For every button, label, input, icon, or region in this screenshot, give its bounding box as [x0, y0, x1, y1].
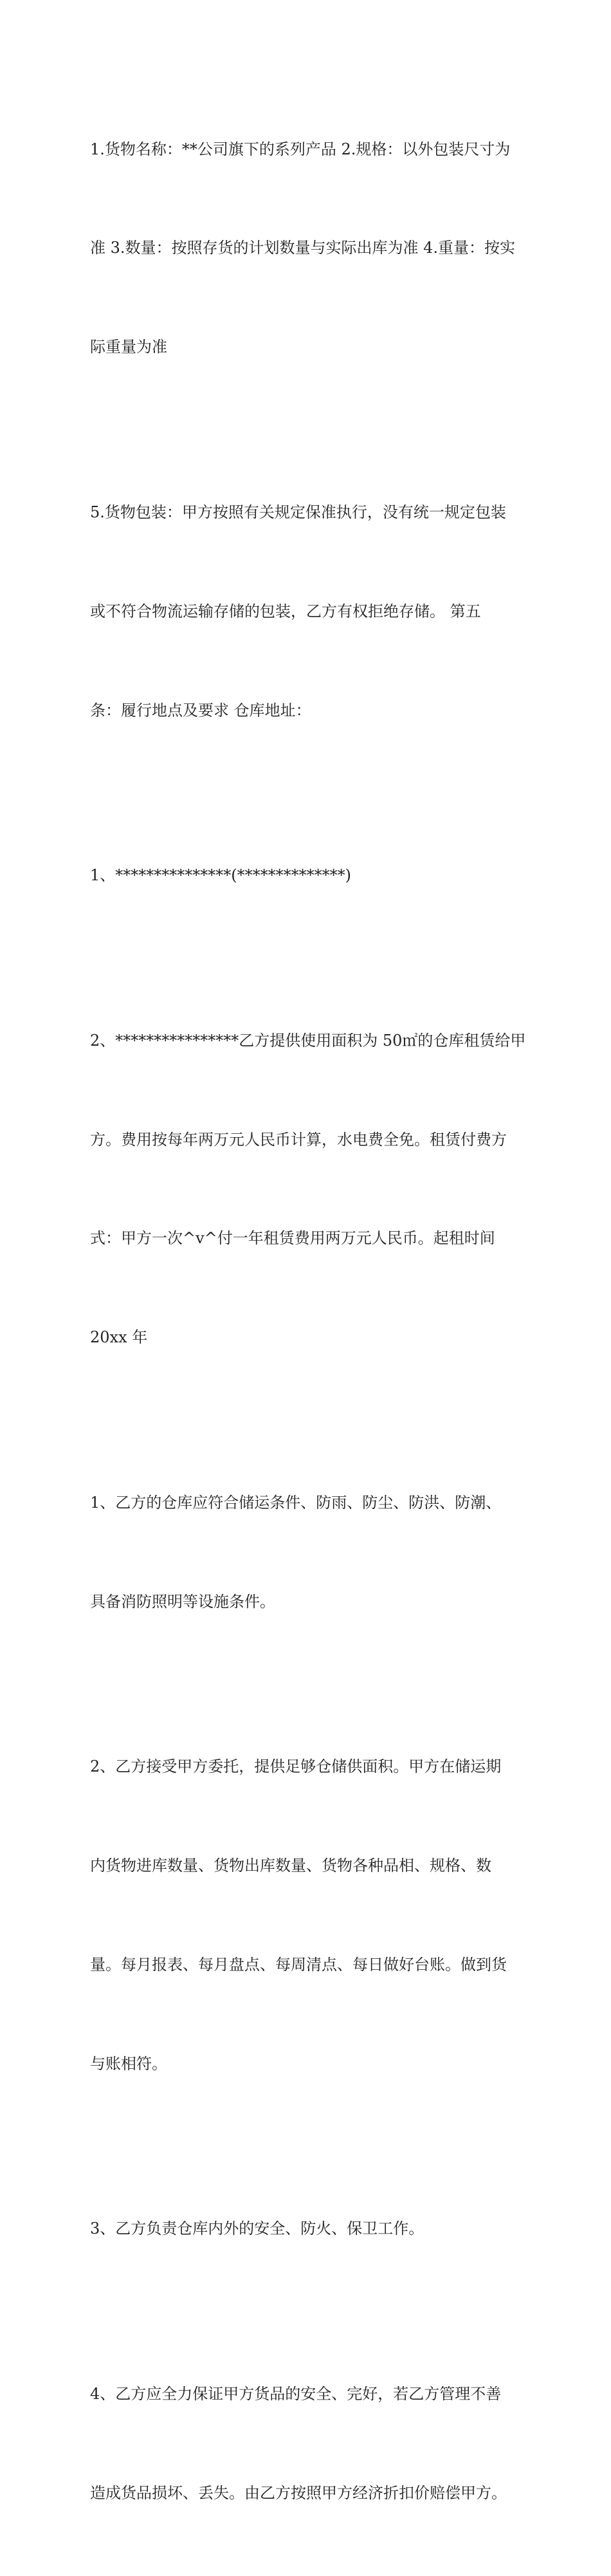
- text-line: 20xx 年: [90, 1328, 148, 1347]
- text-line: 量。每月报表、每月盘点、每周清点、每日做好台账。做到货: [90, 1955, 507, 1974]
- text-line: 4、乙方应全力保证甲方货品的安全、完好，若乙方管理不善: [90, 2384, 502, 2403]
- text-line: 2、乙方接受甲方委托，提供足够仓储供面积。甲方在储运期: [90, 1757, 502, 1776]
- paragraph-clause-4: [90, 2312, 527, 2575]
- text-line: 与账相符。: [90, 2054, 167, 2073]
- document-body: [90, 67, 527, 2576]
- paragraph-clause-3: [90, 2147, 527, 2312]
- paragraph-goods-spec: [90, 67, 527, 430]
- text-line: 或不符合物流运输存储的包装，乙方有权拒绝存储。 第五: [90, 602, 481, 620]
- paragraph-address-1: [90, 793, 527, 958]
- text-line: 条：履行地点及要求 仓库地址：: [90, 701, 311, 719]
- paragraph-clause-2: [90, 1685, 527, 2147]
- text-line: 3、乙方负责仓库内外的安全、防火、保卫工作。: [90, 2219, 424, 2238]
- text-line: 际重量为准: [90, 338, 167, 357]
- text-line: 1、乙方的仓库应符合储运条件、防雨、防尘、防洪、防潮、: [90, 1493, 502, 1512]
- text-line: 式：甲方一次^v^付一年租赁费用两万元人民币。起租时间: [90, 1229, 495, 1248]
- text-line: 1、***************(**************): [90, 866, 351, 885]
- text-line: 5.货物包装：甲方按照有关规定保准执行，没有统一规定包装: [90, 503, 506, 521]
- text-line: 2、****************乙方提供使用面积为 50㎡的仓库租赁给甲: [90, 1031, 526, 1050]
- text-line: 1.货物名称：**公司旗下的系列产品 2.规格：以外包装尺寸为: [90, 140, 511, 158]
- text-line: 内货物进库数量、货物出库数量、货物各种品相、规格、数: [90, 1857, 491, 1875]
- text-line: 具备消防照明等设施条件。: [90, 1592, 275, 1611]
- paragraph-address-2-lease: [90, 958, 527, 1420]
- text-line: 造成货品损坏、丢失。由乙方按照甲方经济折扣价赔偿甲方。: [90, 2483, 507, 2502]
- paragraph-clause-1: [90, 1420, 527, 1684]
- text-line: 方。费用按每年两万元人民币计算，水电费全免。租赁付费方: [90, 1130, 507, 1149]
- paragraph-goods-packaging: [90, 430, 527, 793]
- text-line: 准 3.数量：按照存货的计划数量与实际出库为准 4.重量：按实: [90, 239, 516, 257]
